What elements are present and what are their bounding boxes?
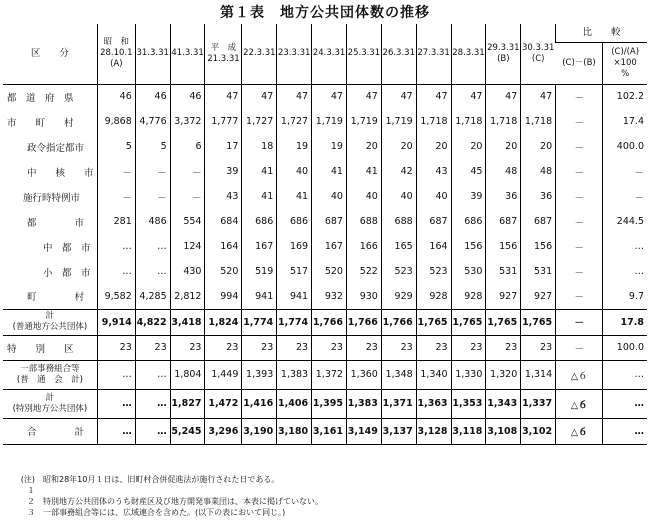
value-cell: 47 xyxy=(346,84,381,109)
value-cell: 1,393 xyxy=(242,360,277,389)
value-cell: 5 xyxy=(97,134,135,159)
value-cell: 23 xyxy=(486,335,521,360)
value-cell: 39 xyxy=(451,184,486,209)
value-cell: 41 xyxy=(242,159,277,184)
value-cell: 40 xyxy=(277,159,312,184)
value-cell: 47 xyxy=(312,84,347,109)
value-cell: 3,180 xyxy=(277,418,312,444)
value-cell: 3,190 xyxy=(242,418,277,444)
value-cell: 19 xyxy=(277,134,312,159)
value-cell: 1,777 xyxy=(205,109,242,134)
value-cell: 1,718 xyxy=(416,109,451,134)
value-cell: 1,804 xyxy=(170,360,205,389)
value-cell: 9,582 xyxy=(97,284,135,309)
value-cell: － xyxy=(603,184,647,209)
value-cell: 522 xyxy=(346,259,381,284)
col-header: 23.3.31 xyxy=(277,24,312,84)
value-cell: 1,718 xyxy=(486,109,521,134)
footnote: ３ 一部事務組合等には、広域連合を含めた。(以下の表において同じ。) xyxy=(27,508,286,517)
value-cell: … xyxy=(135,418,170,444)
value-cell: 1,416 xyxy=(242,389,277,418)
value-cell: － xyxy=(556,259,603,284)
value-cell: 47 xyxy=(381,84,416,109)
value-cell: 41 xyxy=(312,159,347,184)
value-cell: － xyxy=(603,159,647,184)
value-cell: 1,406 xyxy=(277,389,312,418)
diff-header: (C)－(B) xyxy=(556,42,603,84)
value-cell: … xyxy=(97,418,135,444)
row-label: 計 (普通地方公共団体) xyxy=(3,309,97,335)
table-row xyxy=(3,309,647,335)
value-cell: － xyxy=(97,159,135,184)
value-cell: 928 xyxy=(416,284,451,309)
value-cell: … xyxy=(135,360,170,389)
value-cell: 165 xyxy=(381,234,416,259)
table-row xyxy=(3,259,647,284)
value-cell: 23 xyxy=(521,335,556,360)
value-cell: － xyxy=(556,284,603,309)
value-cell: 9,914 xyxy=(97,309,135,335)
value-cell: 1,719 xyxy=(346,109,381,134)
table-row xyxy=(3,109,647,134)
value-cell: 9,868 xyxy=(97,109,135,134)
value-cell: 36 xyxy=(486,184,521,209)
value-cell: 23 xyxy=(381,335,416,360)
value-cell: 1,824 xyxy=(205,309,242,335)
value-cell: 517 xyxy=(277,259,312,284)
value-cell: 3,118 xyxy=(451,418,486,444)
value-cell: 47 xyxy=(486,84,521,109)
value-cell: … xyxy=(97,389,135,418)
value-cell: － xyxy=(556,309,603,335)
value-cell: 20 xyxy=(451,134,486,159)
value-cell: 930 xyxy=(346,284,381,309)
value-cell: 1,827 xyxy=(170,389,205,418)
value-cell: … xyxy=(97,259,135,284)
value-cell: … xyxy=(135,259,170,284)
value-cell: 1,372 xyxy=(312,360,347,389)
value-cell: 1,766 xyxy=(381,309,416,335)
value-cell: 688 xyxy=(346,209,381,234)
table-row xyxy=(3,209,647,234)
col-header: 22.3.31 xyxy=(242,24,277,84)
value-cell: 23 xyxy=(242,335,277,360)
value-cell: 929 xyxy=(381,284,416,309)
value-cell: 5 xyxy=(135,134,170,159)
value-cell: － xyxy=(556,184,603,209)
value-cell: 244.5 xyxy=(603,209,647,234)
value-cell: 45 xyxy=(451,159,486,184)
value-cell: 430 xyxy=(170,259,205,284)
value-cell: 530 xyxy=(451,259,486,284)
footnote: ２ 特別地方公共団体のうち財産区及び地方開発事業団は、本表に掲げていない。 xyxy=(27,497,323,506)
value-cell: 47 xyxy=(277,84,312,109)
value-cell: 48 xyxy=(486,159,521,184)
value-cell: 4,776 xyxy=(135,109,170,134)
value-cell: 23 xyxy=(170,335,205,360)
value-cell: … xyxy=(97,234,135,259)
value-cell: 1,718 xyxy=(521,109,556,134)
value-cell: 47 xyxy=(451,84,486,109)
value-cell: … xyxy=(135,389,170,418)
row-label: 中 核 市 xyxy=(27,167,94,179)
value-cell: △６ xyxy=(556,360,603,389)
value-cell: 686 xyxy=(242,209,277,234)
value-cell: 1,343 xyxy=(486,389,521,418)
col-header: 平 成 21.3.31 xyxy=(205,24,242,84)
value-cell: － xyxy=(170,159,205,184)
value-cell: 18 xyxy=(242,134,277,159)
value-cell: 3,418 xyxy=(170,309,205,335)
value-cell: 3,149 xyxy=(346,418,381,444)
value-cell: 3,102 xyxy=(521,418,556,444)
value-cell: 20 xyxy=(346,134,381,159)
row-label: 市 町 村 xyxy=(7,117,74,129)
value-cell: … xyxy=(603,418,647,444)
value-cell: 3,161 xyxy=(312,418,347,444)
value-cell: 41 xyxy=(346,159,381,184)
value-cell: 47 xyxy=(521,84,556,109)
value-cell: 36 xyxy=(521,184,556,209)
col-header: 31.3.31 xyxy=(135,24,170,84)
table-row xyxy=(3,234,647,259)
value-cell: 156 xyxy=(486,234,521,259)
value-cell: 1,383 xyxy=(346,389,381,418)
value-cell: 531 xyxy=(521,259,556,284)
value-cell: 520 xyxy=(205,259,242,284)
footnote: (注) １ 昭和28年10月１日は、旧町村合併促進法が施行された日である。 xyxy=(20,475,280,495)
value-cell: 1,765 xyxy=(416,309,451,335)
value-cell: 20 xyxy=(381,134,416,159)
value-cell: 41 xyxy=(242,184,277,209)
col-header: 25.3.31 xyxy=(346,24,381,84)
value-cell: 23 xyxy=(451,335,486,360)
value-cell: 1,363 xyxy=(416,389,451,418)
col-header: 26.3.31 xyxy=(381,24,416,84)
col-header: 28.3.31 xyxy=(451,24,486,84)
hikaku-header: 比 較 xyxy=(556,24,647,42)
value-cell: 1,395 xyxy=(312,389,347,418)
value-cell: 1,766 xyxy=(312,309,347,335)
value-cell: 2,812 xyxy=(170,284,205,309)
value-cell: 166 xyxy=(346,234,381,259)
value-cell: － xyxy=(556,109,603,134)
value-cell: 3,108 xyxy=(486,418,521,444)
value-cell: 523 xyxy=(381,259,416,284)
value-cell: 1,383 xyxy=(277,360,312,389)
table-title: 第１表 地方公共団体数の推移 xyxy=(220,5,430,21)
value-cell: 3,372 xyxy=(170,109,205,134)
value-cell: 3,128 xyxy=(416,418,451,444)
table-row xyxy=(3,284,647,309)
value-cell: 164 xyxy=(205,234,242,259)
value-cell: 169 xyxy=(277,234,312,259)
value-cell: 46 xyxy=(97,84,135,109)
value-cell: 1,719 xyxy=(312,109,347,134)
value-cell: 20 xyxy=(486,134,521,159)
row-label: 政令指定都市 xyxy=(27,142,85,154)
row-label: 特 別 区 xyxy=(3,335,97,360)
col-header: 30.3.31 (C) xyxy=(521,24,556,84)
value-cell: 23 xyxy=(312,335,347,360)
value-cell: － xyxy=(170,184,205,209)
col-header: 29.3.31 (B) xyxy=(486,24,521,84)
value-cell: 47 xyxy=(205,84,242,109)
value-cell: 46 xyxy=(135,84,170,109)
row-label: 一部事務組合等 (普 通 会 計) xyxy=(3,360,97,389)
table-row xyxy=(3,184,647,209)
value-cell: 100.0 xyxy=(603,335,647,360)
value-cell: 932 xyxy=(312,284,347,309)
value-cell: 1,719 xyxy=(381,109,416,134)
row-label: 都 道 府 県 xyxy=(7,92,74,104)
value-cell: 17 xyxy=(205,134,242,159)
value-cell: 47 xyxy=(416,84,451,109)
value-cell: 156 xyxy=(451,234,486,259)
value-cell: 46 xyxy=(170,84,205,109)
value-cell: 927 xyxy=(486,284,521,309)
value-cell: … xyxy=(603,360,647,389)
value-cell: … xyxy=(603,259,647,284)
value-cell: 4,285 xyxy=(135,284,170,309)
value-cell: － xyxy=(556,84,603,109)
value-cell: 42 xyxy=(381,159,416,184)
value-cell: 1,353 xyxy=(451,389,486,418)
value-cell: 687 xyxy=(312,209,347,234)
value-cell: 1,340 xyxy=(416,360,451,389)
value-cell: 124 xyxy=(170,234,205,259)
table-row xyxy=(3,134,647,159)
row-label: 小 都 市 xyxy=(43,267,91,279)
value-cell: 941 xyxy=(277,284,312,309)
value-cell: 4,822 xyxy=(135,309,170,335)
value-cell: 1,314 xyxy=(521,360,556,389)
value-cell: 23 xyxy=(205,335,242,360)
value-cell: … xyxy=(97,360,135,389)
col-header: 24.3.31 xyxy=(312,24,347,84)
row-label: 合 計 xyxy=(3,418,97,444)
value-cell: 1,727 xyxy=(277,109,312,134)
value-cell: 941 xyxy=(242,284,277,309)
row-label: 町 村 xyxy=(27,292,85,304)
value-cell: 486 xyxy=(135,209,170,234)
value-cell: 994 xyxy=(205,284,242,309)
value-cell: 1,774 xyxy=(277,309,312,335)
value-cell: 23 xyxy=(277,335,312,360)
value-cell: 39 xyxy=(205,159,242,184)
value-cell: － xyxy=(556,209,603,234)
value-cell: 928 xyxy=(451,284,486,309)
value-cell: 1,765 xyxy=(486,309,521,335)
value-cell: 23 xyxy=(97,335,135,360)
value-cell: 1,371 xyxy=(381,389,416,418)
value-cell: 1,337 xyxy=(521,389,556,418)
table-row xyxy=(3,389,647,418)
value-cell: 17.8 xyxy=(603,309,647,335)
value-cell: 1,765 xyxy=(521,309,556,335)
value-cell: 164 xyxy=(416,234,451,259)
value-cell: 9.7 xyxy=(603,284,647,309)
value-cell: 6 xyxy=(170,134,205,159)
value-cell: … xyxy=(603,389,647,418)
value-cell: 688 xyxy=(381,209,416,234)
row-label: 都 市 xyxy=(27,217,85,229)
value-cell: － xyxy=(556,134,603,159)
value-cell: 1,765 xyxy=(451,309,486,335)
value-cell: 1,774 xyxy=(242,309,277,335)
value-cell: … xyxy=(135,234,170,259)
value-cell: 927 xyxy=(521,284,556,309)
value-cell: 686 xyxy=(277,209,312,234)
value-cell: － xyxy=(556,159,603,184)
footnotes xyxy=(5,474,323,518)
col-header: 昭 和 28.10.1 (A) xyxy=(97,24,135,84)
value-cell: 19 xyxy=(312,134,347,159)
value-cell: 520 xyxy=(312,259,347,284)
value-cell: － xyxy=(556,335,603,360)
value-cell: 20 xyxy=(416,134,451,159)
municipality-count-table xyxy=(3,24,647,445)
value-cell: 102.2 xyxy=(603,84,647,109)
value-cell: － xyxy=(556,234,603,259)
table-row xyxy=(3,84,647,109)
value-cell: 40 xyxy=(416,184,451,209)
kubun-header: 区 分 xyxy=(3,24,97,84)
row-label: 施行時特例市 xyxy=(23,192,81,204)
value-cell: 400.0 xyxy=(603,134,647,159)
value-cell: 281 xyxy=(97,209,135,234)
value-cell: 23 xyxy=(416,335,451,360)
table-row xyxy=(3,159,647,184)
row-label: 計 (特別地方公共団体) xyxy=(3,389,97,418)
value-cell: 3,296 xyxy=(205,418,242,444)
value-cell: 3,137 xyxy=(381,418,416,444)
value-cell: 167 xyxy=(242,234,277,259)
value-cell: 17.4 xyxy=(603,109,647,134)
value-cell: 23 xyxy=(135,335,170,360)
value-cell: △６ xyxy=(556,418,603,444)
value-cell: 1,766 xyxy=(346,309,381,335)
value-cell: 1,330 xyxy=(451,360,486,389)
value-cell: 20 xyxy=(521,134,556,159)
value-cell: 23 xyxy=(346,335,381,360)
value-cell: 40 xyxy=(346,184,381,209)
value-cell: 43 xyxy=(416,159,451,184)
value-cell: － xyxy=(97,184,135,209)
value-cell: 167 xyxy=(312,234,347,259)
value-cell: － xyxy=(135,159,170,184)
value-cell: 1,360 xyxy=(346,360,381,389)
table-row xyxy=(3,335,647,360)
value-cell: 48 xyxy=(521,159,556,184)
value-cell: 687 xyxy=(416,209,451,234)
value-cell: 47 xyxy=(242,84,277,109)
value-cell: 41 xyxy=(277,184,312,209)
value-cell: 519 xyxy=(242,259,277,284)
value-cell: 156 xyxy=(521,234,556,259)
table-row xyxy=(3,360,647,389)
value-cell: 554 xyxy=(170,209,205,234)
value-cell: 1,348 xyxy=(381,360,416,389)
value-cell: 40 xyxy=(312,184,347,209)
value-cell: … xyxy=(603,234,647,259)
value-cell: 531 xyxy=(486,259,521,284)
value-cell: 523 xyxy=(416,259,451,284)
value-cell: 1,320 xyxy=(486,360,521,389)
value-cell: 40 xyxy=(381,184,416,209)
value-cell: 1,718 xyxy=(451,109,486,134)
value-cell: 684 xyxy=(205,209,242,234)
value-cell: 1,449 xyxy=(205,360,242,389)
value-cell: 1,472 xyxy=(205,389,242,418)
value-cell: 687 xyxy=(521,209,556,234)
row-label: 中 都 市 xyxy=(43,242,91,254)
table-row xyxy=(3,418,647,444)
value-cell: △６ xyxy=(556,389,603,418)
value-cell: 686 xyxy=(451,209,486,234)
col-header: 27.3.31 xyxy=(416,24,451,84)
value-cell: 687 xyxy=(486,209,521,234)
value-cell: － xyxy=(135,184,170,209)
value-cell: 43 xyxy=(205,184,242,209)
ratio-header: (C)/(A) ×100 % xyxy=(603,42,647,84)
value-cell: 5,245 xyxy=(170,418,205,444)
value-cell: 1,727 xyxy=(242,109,277,134)
col-header: 41.3.31 xyxy=(170,24,205,84)
